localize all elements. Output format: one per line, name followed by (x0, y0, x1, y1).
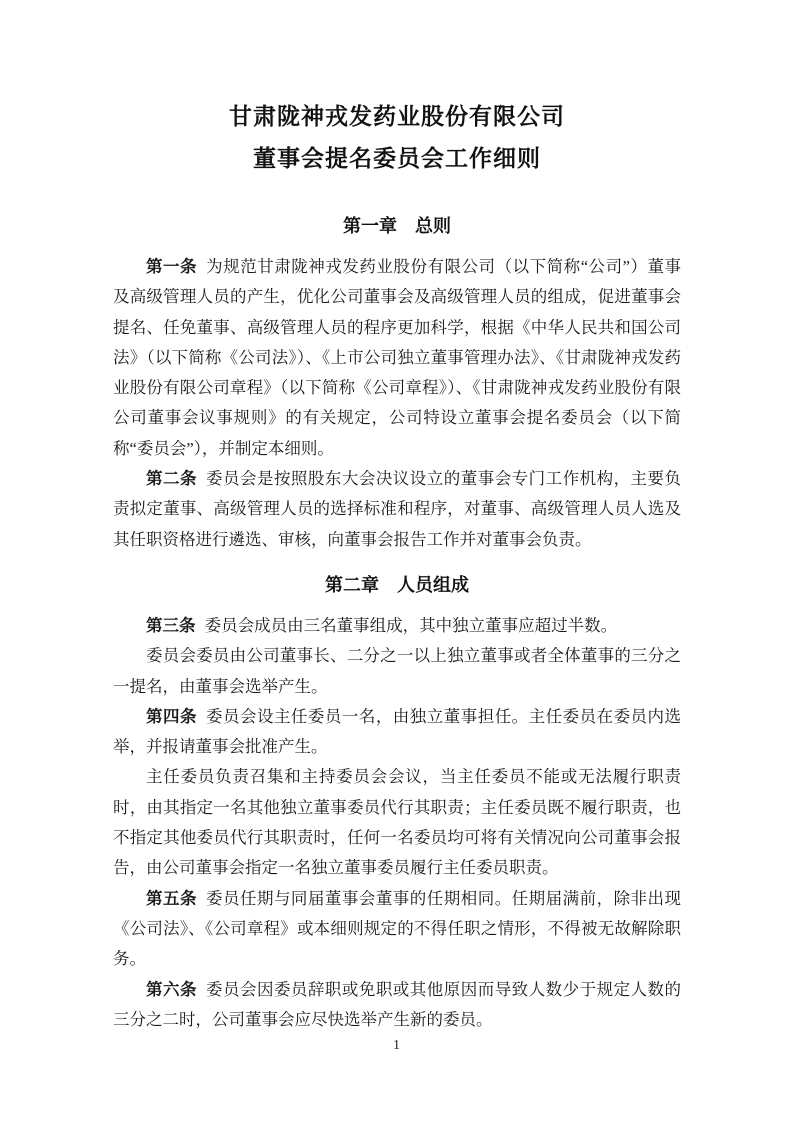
article-6-text: 委员会因委员辞职或免职或其他原因而导致人数少于规定人数的三分之二时，公司董事会应尽快选举产生新的委员。 (113, 979, 682, 1029)
article-6-paragraph (113, 975, 681, 1036)
article-4-continuation-paragraph (113, 762, 681, 883)
chapter-1-heading: 第一章 总则 (343, 216, 451, 236)
article-3-continuation-paragraph (113, 641, 681, 702)
article-5-label: 第五条 (146, 888, 197, 908)
doc-title-line-1: 甘肃陇神戎发药业股份有限公司 (229, 104, 565, 129)
article-4-label: 第四条 (146, 706, 197, 726)
article-1-label: 第一条 (146, 257, 198, 276)
article-3b-text: 委员会委员由公司董事长、二分之一以上独立董事或者全体董事的三分之一提名，由董事会选举产生。 (113, 646, 681, 696)
article-4-text: 委员会设主任委员一名，由独立董事担任。主任委员在委员内选举，并报请董事会批准产生。 (113, 706, 682, 757)
article-6-label: 第六条 (146, 979, 197, 999)
article-3-paragraph (113, 611, 681, 641)
article-2-text: 委员会是按照股东大会决议设立的董事会专门工作机构，主要负责拟定董事、高级管理人员的选择标准和程序，对董事、高级管理人员人选及其任职资格进行遴选、审核，向董事会报告工作并对董事会负责。 (113, 469, 682, 549)
article-4-paragraph (113, 702, 681, 763)
page-number: 1 (393, 1038, 400, 1053)
article-1-paragraph (113, 252, 681, 464)
article-5-paragraph (113, 884, 681, 975)
article-3-label: 第三条 (146, 615, 196, 635)
article-5-text: 委员任期与同届董事会董事的任期相同。任期届满前，除非出现《公司法》、《公司章程》或本细则规定的不得任职之情形，不得被无故解除职务。 (113, 888, 682, 969)
chapter-2-heading: 第二章 人员组成 (325, 574, 469, 595)
article-2-label: 第二条 (146, 469, 197, 489)
doc-title-line-2: 董事会提名委员会工作细则 (253, 146, 541, 171)
article-4b-text: 主任委员负责召集和主持委员会会议，当主任委员不能或无法履行职责时，由其指定一名其他独立董事委员代行其职责；主任委员既不履行职责，也不指定其他委员代行其职责时，任何一名委员均可将有关情况向公司董事会报告，由公司董事会指定一名独立董事委员履行主任委员职责。 (113, 767, 681, 878)
article-2-paragraph (113, 464, 681, 555)
article-1-text: 为规范甘肃陇神戎发药业股份有限公司（以下简称“公司”）董事及高级管理人员的产生，优化公司董事会及高级管理人员的组成，促进董事会提名、任免董事、高级管理人员的程序更加科学，根据《中华人民共和国公司法》（以下简称《公司法》）、《上市公司独立董事管理办法》、《甘肃陇神戎发药业股份有限公司章程》（以下简称《公司章程》）、《甘肃陇神戎发药业股份有限公司董事会议事规则》的有关规定，公司特设立董事会提名委员会（以下简称“委员会”），并制定本细则。 (113, 257, 681, 458)
article-3-text: 委员会成员由三名董事组成，其中独立董事应超过半数。 (204, 615, 618, 635)
